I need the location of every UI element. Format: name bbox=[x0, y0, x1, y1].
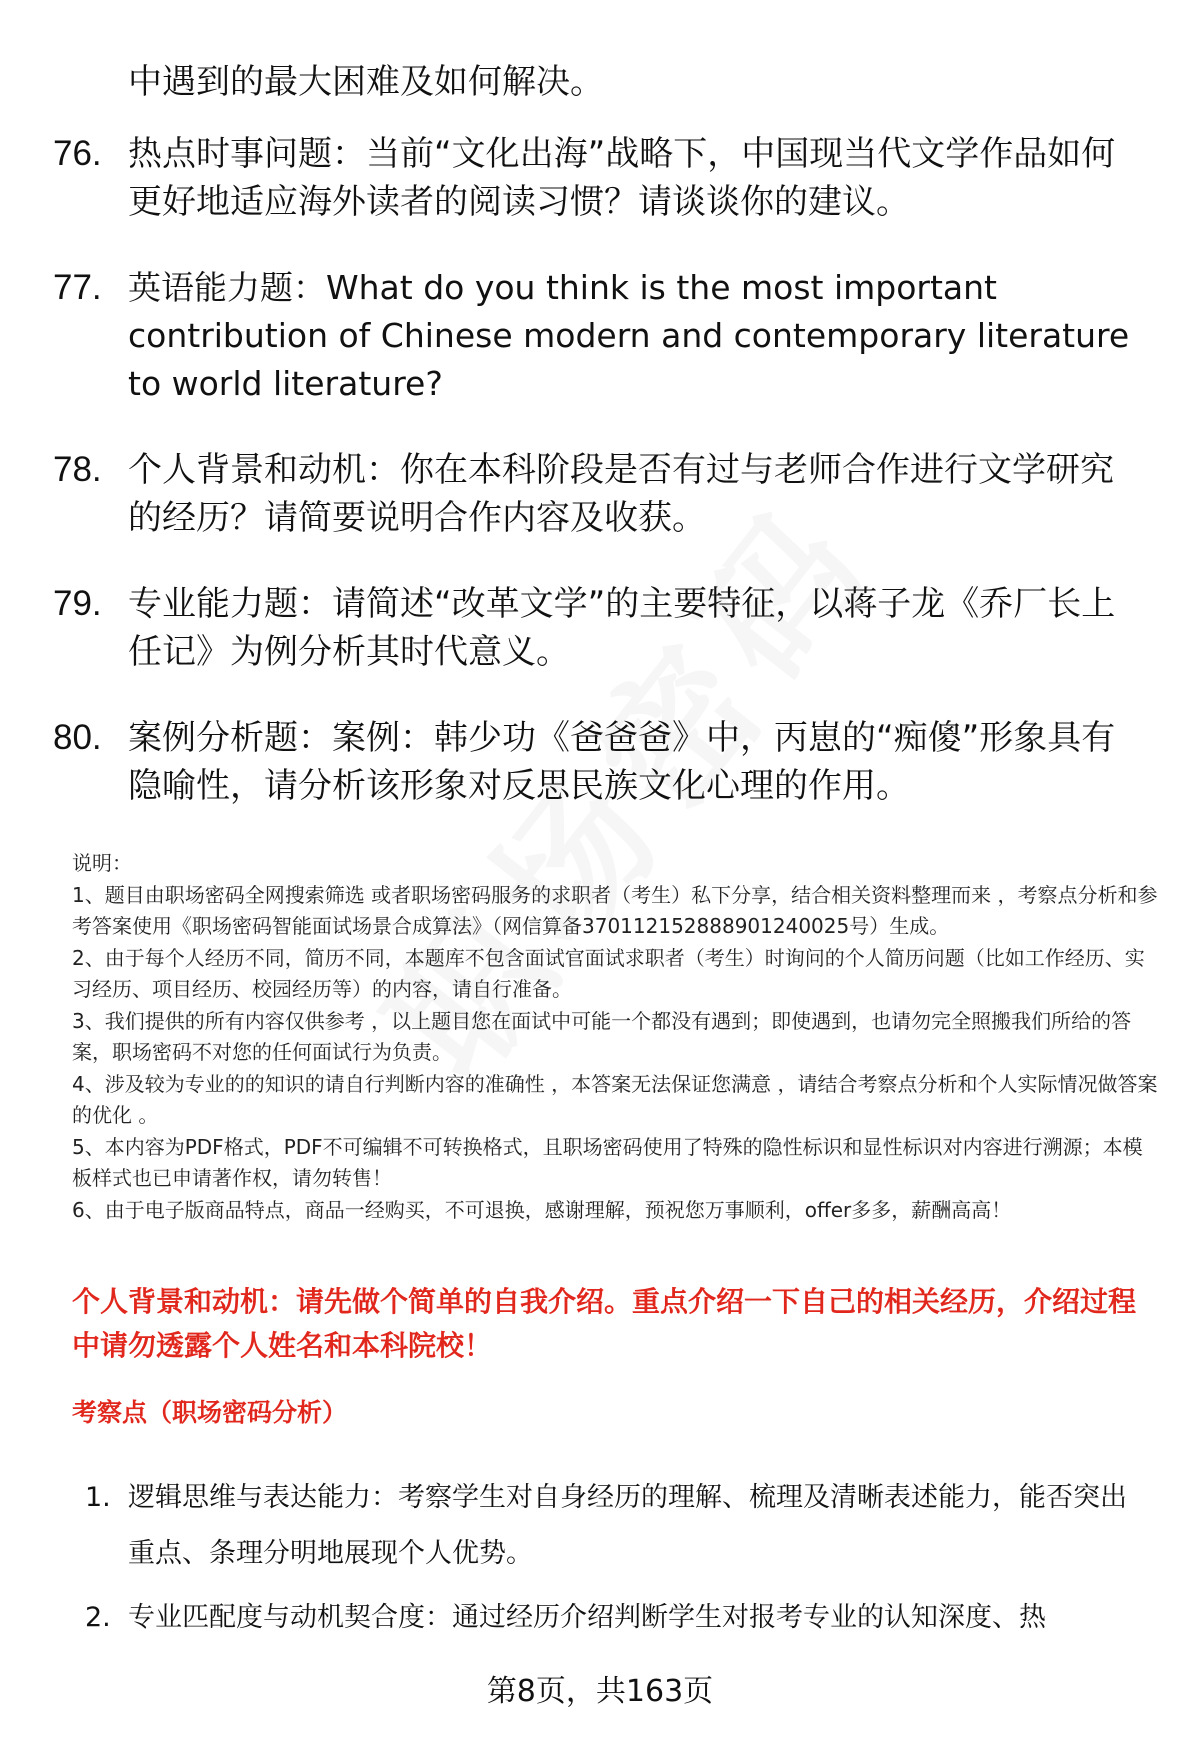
highlight-question: 个人背景和动机：请先做个简单的自我介绍。重点介绍一下自己的相关经历，介绍过程中请勿透露个人姓名和本科院校！ bbox=[72, 1285, 1137, 1362]
point-text: 专业匹配度与动机契合度：通过经历介绍判断学生对报考专业的认知深度、热 bbox=[128, 1602, 1046, 1633]
analysis-point bbox=[0, 1470, 1200, 1582]
notes-item: 2、由于每个人经历不同，简历不同，本题库不包含面试官面试求职者（考生）时询问的个人简历问题（比如工作经历、实习经历、项目经历、校园经历等）的内容，请自行准备。 bbox=[72, 945, 1145, 1001]
question-text: 个人背景和动机：你在本科阶段是否有过与老师合作进行文学研究的经历？请简要说明合作内容及收获。 bbox=[128, 450, 1114, 538]
question-list bbox=[0, 130, 1200, 848]
question-number: 77. bbox=[53, 268, 102, 307]
question-number: 80. bbox=[53, 718, 102, 757]
page-footer: 第8页，共163页 bbox=[486, 1674, 714, 1709]
analysis-heading: 考察点（职场密码分析） bbox=[72, 1398, 348, 1427]
question-item bbox=[0, 580, 1200, 676]
disclaimer-notes bbox=[72, 848, 1162, 1226]
notes-item: 6、由于电子版商品特点，商品一经购买，不可退换，感谢理解，预祝您万事顺利，offer多多，薪酬高高！ bbox=[72, 1197, 1012, 1222]
question-number: 79. bbox=[53, 584, 102, 623]
point-number: 2. bbox=[85, 1602, 111, 1633]
question-text: 案例分析题：案例：韩少功《爸爸爸》中，丙崽的“痴傻”形象具有隐喻性，请分析该形象对反思民族文化心理的作用。 bbox=[128, 718, 1116, 806]
question-text: 专业能力题：请简述“改革文学”的主要特征，以蒋子龙《乔厂长上任记》为例分析其时代意义。 bbox=[128, 584, 1116, 672]
notes-heading: 说明： bbox=[72, 851, 132, 875]
question-text: 英语能力题：What do you think is the most important contribution of Chinese modern and contemporary literature to world literature? bbox=[128, 268, 1130, 403]
notes-item: 4、涉及较为专业的的知识的请自行判断内容的准确性 ，本答案无法保证您满意 ，请结合考察点分析和个人实际情况做答案的优化 。 bbox=[72, 1071, 1158, 1127]
question-number: 78. bbox=[53, 450, 102, 489]
notes-item: 1、题目由职场密码全网搜索筛选 或者职场密码服务的求职者（考生）私下分享，结合相关资料整理而来 ，考察点分析和参考答案使用《职场密码智能面试场景合成算法》（网信算备370112152888901240025号）生成。 bbox=[72, 882, 1158, 938]
analysis-points bbox=[0, 1470, 1200, 1654]
point-text: 逻辑思维与表达能力：考察学生对自身经历的理解、梳理及清晰表述能力，能否突出重点、条理分明地展现个人优势。 bbox=[128, 1482, 1127, 1569]
analysis-point bbox=[0, 1590, 1200, 1646]
question-item bbox=[0, 130, 1200, 226]
question-continuation: 中遇到的最大困难及如何解决。 bbox=[128, 62, 604, 102]
question-item bbox=[0, 446, 1200, 542]
question-item bbox=[0, 264, 1200, 408]
notes-item: 5、本内容为PDF格式，PDF不可编辑不可转换格式，且职场密码使用了特殊的隐性标识和显性标识对内容进行溯源；本模板样式也已申请著作权，请勿转售！ bbox=[72, 1134, 1143, 1190]
question-text: 热点时事问题：当前“文化出海”战略下，中国现当代文学作品如何更好地适应海外读者的阅读习惯？请谈谈你的建议。 bbox=[128, 134, 1116, 222]
question-number: 76. bbox=[53, 134, 102, 173]
notes-item: 3、我们提供的所有内容仅供参考 ，以上题目您在面试中可能一个都没有遇到；即使遇到，也请勿完全照搬我们所给的答案，职场密码不对您的任何面试行为负责。 bbox=[72, 1008, 1132, 1064]
point-number: 1. bbox=[85, 1482, 111, 1513]
question-item bbox=[0, 714, 1200, 810]
